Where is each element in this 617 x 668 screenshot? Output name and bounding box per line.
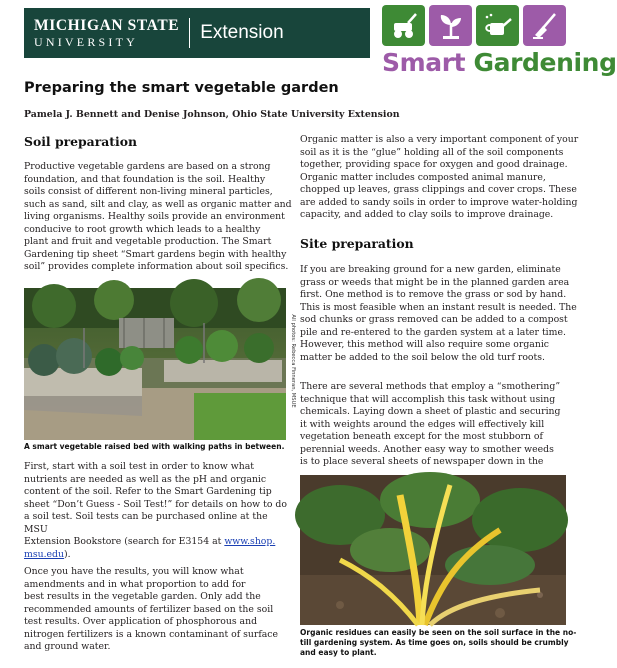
soil-test-paragraph: First, start with a soil test in order to know what nutrients are needed as well as the pH and organic content of the soil. Refer to the Smart Gardening tip sheet “Don’t Guess - Soil Test!” for details on how to do a soil test. Soil tests can be purchased online at the MSU Extension Bookstore (search for E3154 at www.shop. msu.edu). xyxy=(24,461,287,560)
photo2-caption: Organic residues can easily be seen on the soil surface in the no- till gardening system. As time goes on, soils should be crumbly and easy to plant. xyxy=(300,628,577,657)
broom-icon xyxy=(523,5,566,46)
smart-gardening-logo xyxy=(382,5,617,81)
photo-credit: All photos: Rebecca Finneran, MSUE xyxy=(290,314,296,408)
heading-site-preparation: Site preparation xyxy=(300,236,414,251)
logo-word-gardening: Gardening xyxy=(473,48,617,77)
photo1-caption: A smart vegetable raised bed with walking paths in between. xyxy=(24,442,285,451)
msu-wordmark xyxy=(34,18,179,48)
smart-gardening-wordmark xyxy=(382,48,617,78)
soil-intro-paragraph: Productive vegetable gardens are based on a strong foundation, and that foundation is the soil. Healthy soils consist of different non-living mineral particles, such as sand, silt and clay, as well as organic matter and living organisms. Healthy soils provide an environment conducive to root growth which leads to a healthy plant and fruit and vegetable production. The Smart Gardening tip sheet “Smart gardens begin with healthy soil” provides complete information about soil specifics. xyxy=(24,161,292,272)
extension-label: Extension xyxy=(200,22,284,43)
lawnmower-icon xyxy=(382,5,425,46)
smothering-paragraph: There are several methods that employ a “smothering” technique that will accomplish this task without using chemicals. Laying down a sheet of plastic and securing it with weights around the edges will effectively kill vegetation beneath except for the most stubborn of perennial weeds. Another easy way to smother weeds is to place several sheets of newspaper down in the xyxy=(300,381,561,467)
heading-soil-preparation: Soil preparation xyxy=(24,134,137,149)
msu-extension-banner xyxy=(24,8,370,58)
results-paragraph: Once you have the results, you will know what amendments and in what proportion to add for best results in the vegetable garden. Only add the recommended amounts of fertilizer based on the soil test results. Over application of phosphorous and nitrogen fertilizers is a known contaminant of surface and ground water. xyxy=(24,566,279,652)
logo-word-smart: Smart xyxy=(382,48,466,77)
banner-divider xyxy=(189,18,190,48)
raised-bed-photo xyxy=(24,288,286,440)
msu-line1: MICHIGAN STATE xyxy=(34,17,180,35)
watering-can-icon xyxy=(476,5,519,46)
page-title: Preparing the smart vegetable garden xyxy=(24,80,339,96)
site-intro-paragraph: If you are breaking ground for a new garden, eliminate grass or weeds that might be in the planned garden area first. One method is to remove the grass or sod by hand. This is most feasible when an instant result is needed. The sod chunks or grass removed can be added to a compost pile and re-entered to the garden system at a later time. However, this method will also require some organic matter be added to the soil below the old turf roots. xyxy=(300,264,577,363)
msu-line2: UNIVERSITY xyxy=(34,34,138,49)
msu-shop-link-cont[interactable]: msu.edu xyxy=(24,548,64,560)
swiss-chard-photo xyxy=(300,475,566,625)
msu-shop-link[interactable]: www.shop. xyxy=(224,536,276,547)
authors-line: Pamela J. Bennett and Denise Johnson, Ohio State University Extension xyxy=(24,109,400,120)
organic-matter-paragraph: Organic matter is also a very important component of your soil as it is the “glue” holding all of the soil components together, providing space for oxygen and good drainage. Organic matter includes composted animal manure, chopped up leaves, grass clippings and cover crops. These are added to sandy soils in order to improve water-holding capacity, and added to clay soils to improve drainage. xyxy=(300,134,579,220)
seedling-icon xyxy=(429,5,472,46)
